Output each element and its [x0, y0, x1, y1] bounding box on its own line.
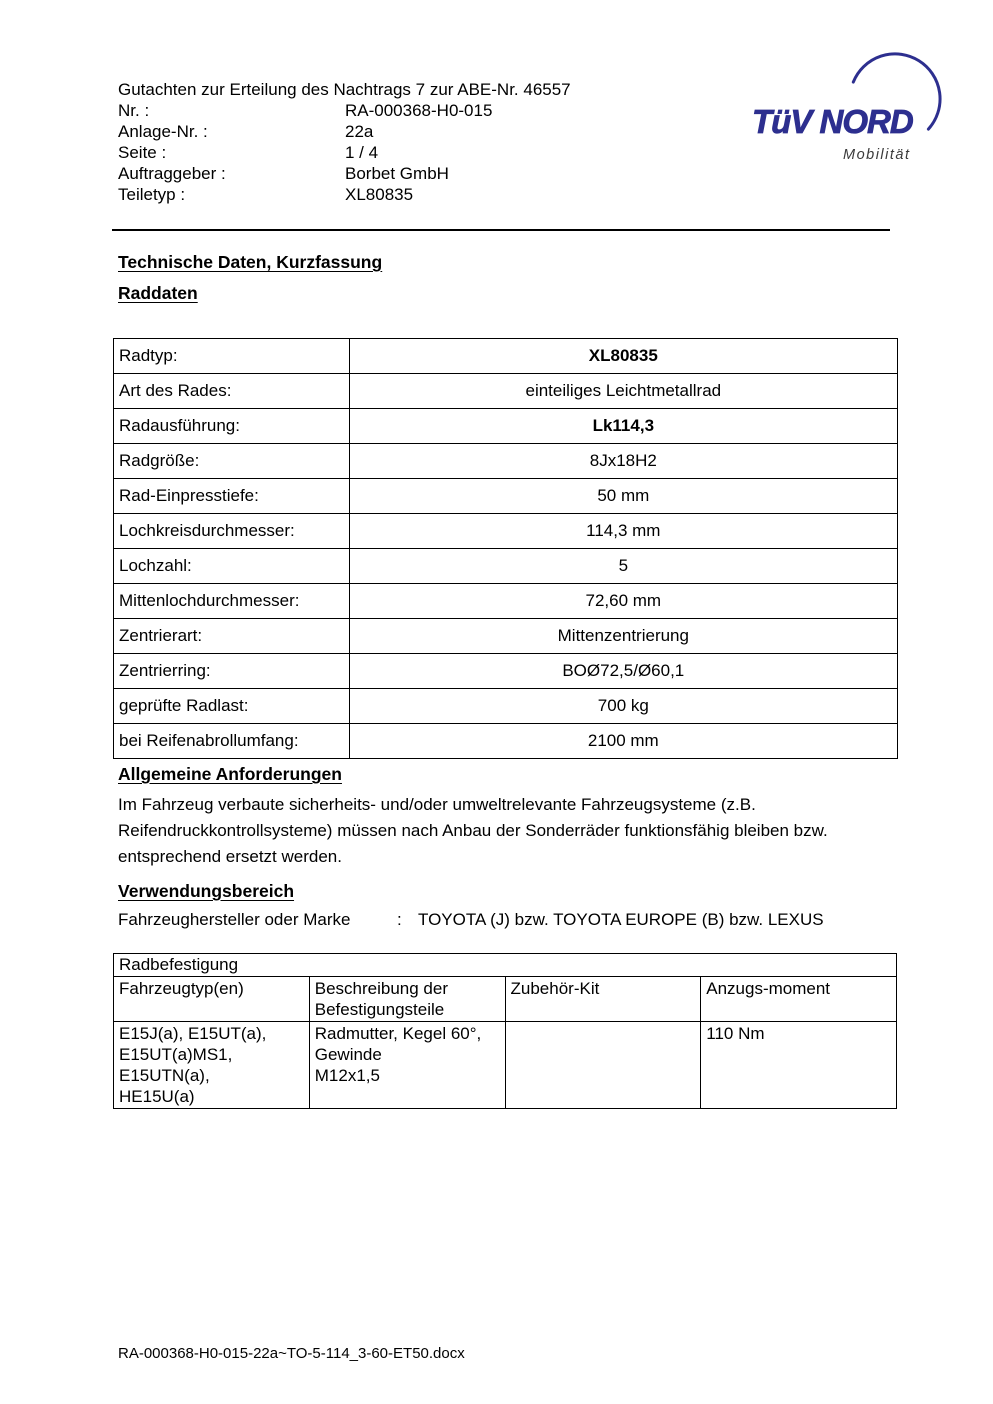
row-value: 5 [349, 549, 897, 584]
header-field-value: XL80835 [345, 185, 414, 204]
cell-anzugsmoment: 110 Nm [701, 1022, 897, 1109]
table-row [114, 479, 898, 514]
table-caption-row [114, 954, 897, 977]
row-label: Rad-Einpresstiefe: [114, 479, 350, 514]
table-row [114, 339, 898, 374]
table-row [114, 1022, 897, 1109]
row-label: Lochkreisdurchmesser: [114, 514, 350, 549]
row-value: 2100 mm [349, 724, 897, 759]
table-row [114, 374, 898, 409]
row-label: Radtyp: [114, 339, 350, 374]
row-label: Zentrierring: [114, 654, 350, 689]
section-heading-allgemeine-anforderungen: Allgemeine Anforderungen [118, 764, 342, 784]
colon-separator: : [397, 910, 402, 929]
table-row [114, 409, 898, 444]
table-row [114, 619, 898, 654]
header-field [118, 100, 571, 121]
row-label: geprüfte Radlast: [114, 689, 350, 724]
column-header-beschreibung: Beschreibung der Befestigungsteile [309, 977, 505, 1022]
row-value: 72,60 mm [349, 584, 897, 619]
cell-fahrzeugtyp [114, 1022, 310, 1109]
cell-line: HE15U(a) [119, 1087, 195, 1106]
table-row [114, 444, 898, 479]
cell-beschreibung [309, 1022, 505, 1109]
row-label: Radgröße: [114, 444, 350, 479]
header-field-label: Nr. : [118, 101, 150, 120]
cell-line: M12x1,5 [314, 1066, 380, 1085]
raddaten-table [113, 338, 898, 759]
column-header-fahrzeugtyp: Fahrzeugtyp(en) [114, 977, 310, 1022]
header-field-value: 22a [345, 122, 374, 141]
allgemein-paragraph [118, 792, 918, 870]
table-row [114, 584, 898, 619]
row-value: 8Jx18H2 [349, 444, 897, 479]
document-title: Gutachten zur Erteilung des Nachtrags 7 zur ABE-Nr. 46557 [118, 80, 571, 99]
manufacturer-label: Fahrzeughersteller oder Marke [118, 910, 351, 929]
header-field [118, 121, 571, 142]
header-field-value: 1 / 4 [345, 143, 379, 162]
logo-subtitle: Mobilität [843, 147, 911, 163]
header-field-value: Borbet GmbH [345, 164, 449, 183]
row-label: Lochzahl: [114, 549, 350, 584]
header-info [118, 79, 571, 205]
table-header-row [114, 977, 897, 1022]
radbefestigung-table [113, 953, 897, 1109]
manufacturer-value: TOYOTA (J) bzw. TOYOTA EUROPE (B) bzw. LEXUS [418, 910, 824, 929]
cell-line: E15UT(a)MS1, E15UTN(a), [119, 1045, 233, 1085]
section-heading-technische-daten: Technische Daten, Kurzfassung [118, 252, 383, 272]
row-value: BOØ72,5/Ø60,1 [349, 654, 897, 689]
header-field [118, 184, 571, 205]
row-label: Radausführung: [114, 409, 350, 444]
row-value: Lk114,3 [349, 409, 897, 444]
table-row [114, 689, 898, 724]
table-row [114, 514, 898, 549]
header-field-value: RA-000368-H0-015 [345, 101, 493, 120]
row-value: Mittenzentrierung [349, 619, 897, 654]
table-row [114, 549, 898, 584]
divider-rule [112, 229, 890, 231]
header-field-label: Teiletyp : [118, 185, 186, 204]
column-header-anzugsmoment: Anzugs-moment [701, 977, 897, 1022]
paragraph-line: Reifendruckkontrollsysteme) müssen nach Anbau der Sonderräder funktionsfähig bleiben bzw. [118, 821, 828, 840]
row-label: Zentrierart: [114, 619, 350, 654]
section-heading-raddaten: Raddaten [118, 283, 198, 303]
row-value: 114,3 mm [349, 514, 897, 549]
paragraph-line: Im Fahrzeug verbaute sicherheits- und/oder umweltrelevante Fahrzeugsysteme (z.B. [118, 795, 756, 814]
table-row [114, 724, 898, 759]
table-row [114, 654, 898, 689]
header-field-label: Auftraggeber : [118, 164, 226, 183]
row-value: einteiliges Leichtmetallrad [349, 374, 897, 409]
row-value: 700 kg [349, 689, 897, 724]
row-label: Mittenlochdurchmesser: [114, 584, 350, 619]
row-value: XL80835 [349, 339, 897, 374]
cell-zubehoer-kit [505, 1022, 701, 1109]
row-value: 50 mm [349, 479, 897, 514]
row-label: Art des Rades: [114, 374, 350, 409]
cell-line: Radmutter, Kegel 60°, Gewinde [314, 1024, 482, 1064]
header-field [118, 142, 571, 163]
paragraph-line: entsprechend ersetzt werden. [118, 847, 342, 866]
header-field-label: Anlage-Nr. : [118, 122, 208, 141]
table-caption: Radbefestigung [114, 954, 897, 977]
verwendung-line [118, 910, 824, 930]
logo-wordmark: TüV NORD [752, 103, 913, 140]
cell-line: E15J(a), E15UT(a), [119, 1024, 267, 1043]
footer-filename: RA-000368-H0-015-22a~TO-5-114_3-60-ET50.docx [118, 1345, 465, 1362]
section-heading-verwendungsbereich: Verwendungsbereich [118, 881, 295, 901]
column-header-zubehoer-kit: Zubehör-Kit [505, 977, 701, 1022]
header-field-label: Seite : [118, 143, 167, 162]
header-field [118, 163, 571, 184]
row-label: bei Reifenabrollumfang: [114, 724, 350, 759]
